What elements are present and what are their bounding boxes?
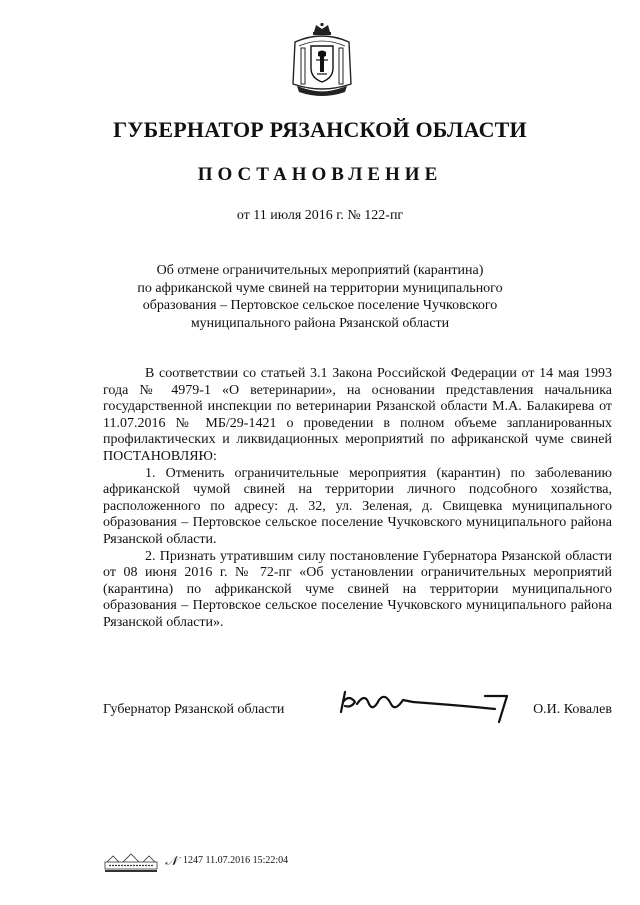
subject-line: по африканской чуме свиней на территории муниципального xyxy=(137,280,503,296)
signatory-name: О.И. Ковалев xyxy=(533,702,612,717)
handwritten-signature xyxy=(335,682,515,726)
registration-footer xyxy=(103,852,403,876)
issuer-title: ГУБЕРНАТОР РЯЗАНСКОЙ ОБЛАСТИ xyxy=(113,117,527,142)
subject-line: муниципального района Рязанской области xyxy=(190,315,450,331)
registration-stamp: 1247 11.07.2016 15:22:04 xyxy=(183,855,289,866)
subject-line: образования – Пертовское сельское поселение Чучковского xyxy=(142,298,498,313)
subject-line: Об отмене ограничительных мероприятий (карантина) xyxy=(156,263,484,278)
body-paragraph-item-1: 1. Отменить ограничительные мероприятия (карантин) по заболеванию африканской чумой свиней на территории личного подсобного хозяйства, расположенного по адресу: д. 32, ул. Зеленая, д. Свищевка муниципального образования – Пертовское сельское поселение Чучковского муниципального района Рязанской области. xyxy=(103,465,612,547)
signatory-position: Губернатор Рязанской области xyxy=(103,702,285,717)
body-paragraph-preamble: В соответствии со статьей 3.1 Закона Российской Федерации от 14 мая 1993 года № 4979-1 «О ветеринарии», на основании представления начальника государственной инспекции по ветеринарии Рязанской области М.А. Балакирева от 11.07.2016 № МБ/29-1421 о проведении в полном объеме запланированных профилактических и ликвидационных мероприятий по африканской чуме свиней ПОСТАНОВЛЯЮ: xyxy=(103,366,612,464)
body-paragraph-item-2: 2. Признать утратившим силу постановление Губернатора Рязанской области от 08 июня 2016 г. № 72-пг «Об установлении ограничительных мероприятий (карантина) по африканской чуме свиней на территории муниципального образования – Пертовское сельское поселение Чучковского муниципального района Рязанской области». xyxy=(103,548,612,630)
publisher-logo-icon xyxy=(103,852,159,874)
document-subject xyxy=(120,262,520,332)
coat-of-arms-icon xyxy=(287,22,357,102)
document-body xyxy=(103,366,612,632)
registration-mark-icon: 𝒩 xyxy=(165,853,178,868)
signature-block xyxy=(103,702,612,742)
document-type: ПОСТАНОВЛЕНИЕ xyxy=(197,164,443,185)
date-and-number: от 11 июля 2016 г. № 122-пг xyxy=(236,208,404,223)
